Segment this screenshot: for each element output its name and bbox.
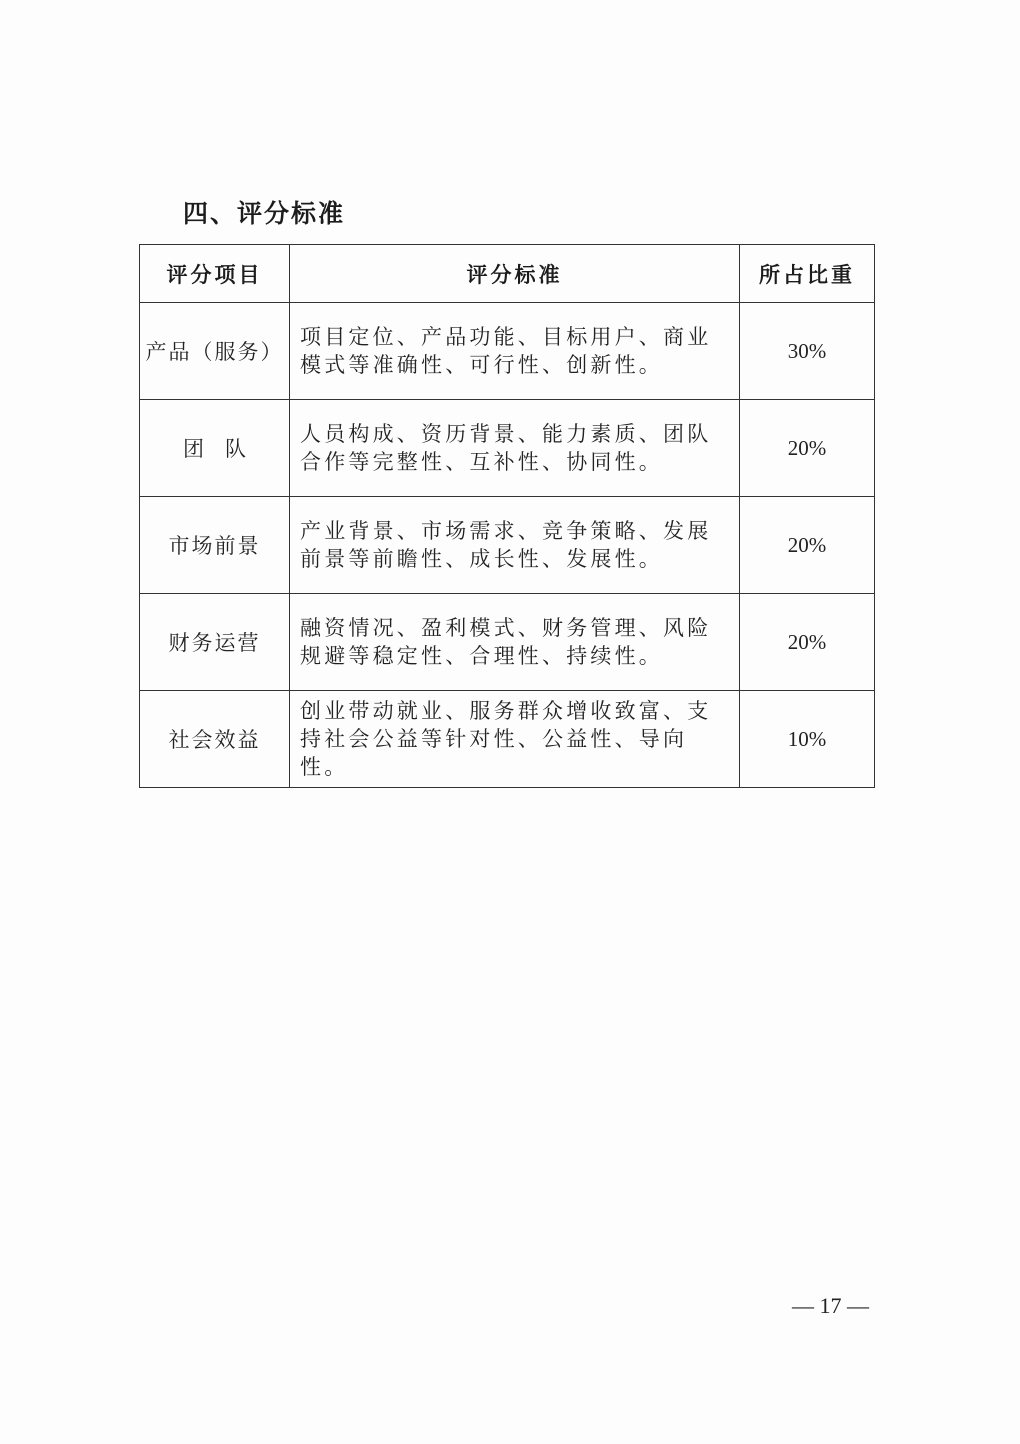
table-row: [140, 400, 875, 497]
table-row: [140, 303, 875, 400]
row-weight: 20%: [740, 400, 875, 497]
header-item: 评分项目: [140, 245, 290, 303]
row-item: 市场前景: [140, 497, 290, 594]
scoring-criteria-table: [139, 244, 875, 788]
table-row: [140, 497, 875, 594]
table-row: [140, 691, 875, 788]
row-weight: 20%: [740, 594, 875, 691]
table-row: [140, 594, 875, 691]
header-standard: 评分标准: [290, 245, 740, 303]
row-weight: 30%: [740, 303, 875, 400]
row-item: 团 队: [140, 400, 290, 497]
header-weight: 所占比重: [740, 245, 875, 303]
row-item: 社会效益: [140, 691, 290, 788]
table-header-row: [140, 245, 875, 303]
row-item: 财务运营: [140, 594, 290, 691]
section-title: 四、评分标准: [183, 199, 346, 228]
row-weight: 10%: [740, 691, 875, 788]
page-number: — 17 —: [792, 1293, 869, 1318]
row-standard: 融资情况、盈利模式、财务管理、风险规避等稳定性、合理性、持续性。: [290, 594, 740, 691]
row-standard: 项目定位、产品功能、目标用户、商业模式等准确性、可行性、创新性。: [290, 303, 740, 400]
row-weight: 20%: [740, 497, 875, 594]
row-standard: 人员构成、资历背景、能力素质、团队合作等完整性、互补性、协同性。: [290, 400, 740, 497]
row-standard: 产业背景、市场需求、竞争策略、发展前景等前瞻性、成长性、发展性。: [290, 497, 740, 594]
row-item: 产品（服务）: [140, 303, 290, 400]
row-standard: 创业带动就业、服务群众增收致富、支持社会公益等针对性、公益性、导向性。: [290, 691, 740, 788]
